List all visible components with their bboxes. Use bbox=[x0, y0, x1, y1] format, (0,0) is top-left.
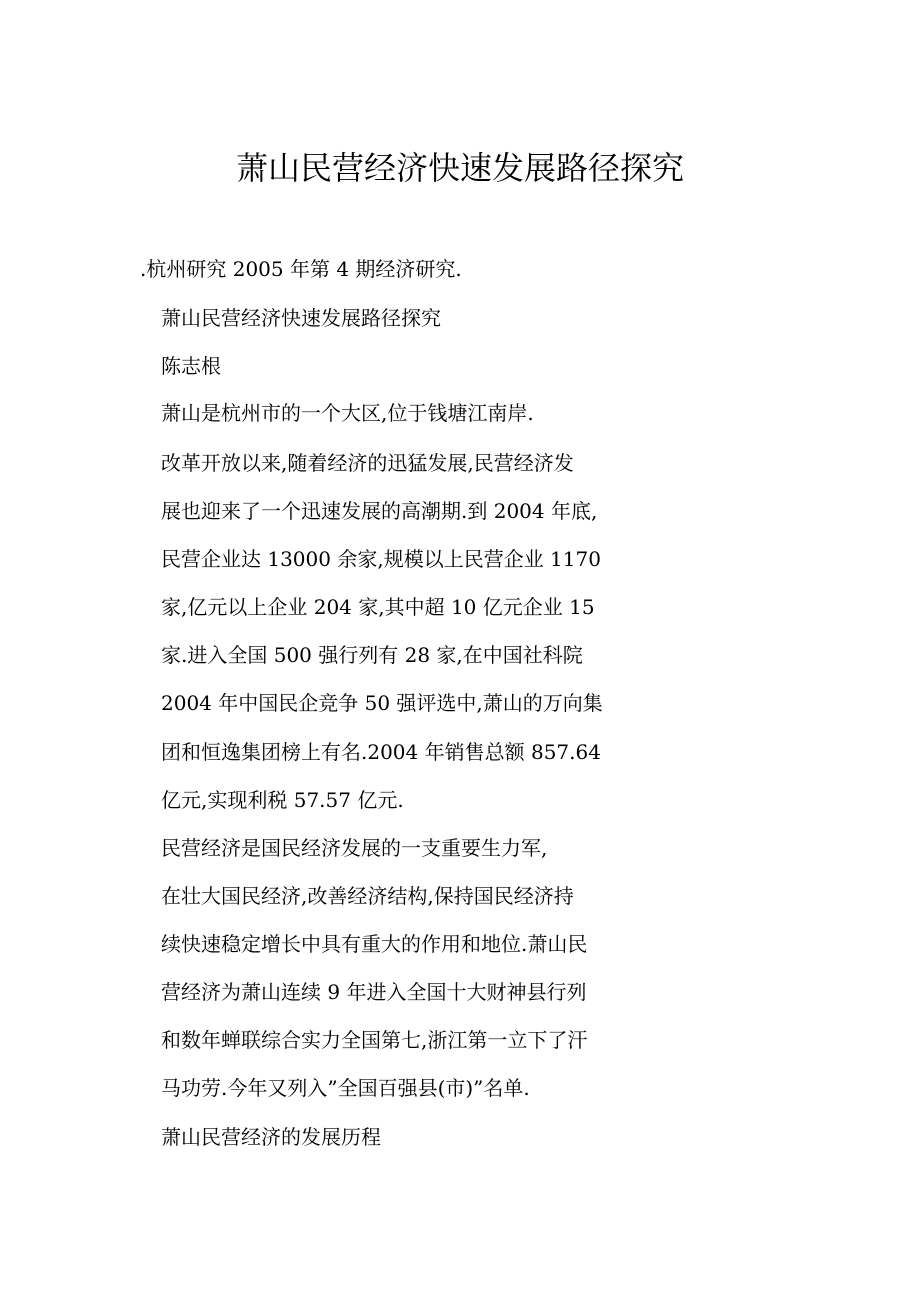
body-line: 展也迎来了一个迅速发展的高潮期.到 2004 年底, bbox=[161, 499, 598, 523]
body-line: 亿元,实现利税 57.57 亿元. bbox=[161, 788, 404, 812]
article-title-line: 萧山民营经济快速发展路径探究 bbox=[161, 306, 441, 330]
body-line: 营经济为萧山连续 9 年进入全国十大财神县行列 bbox=[161, 980, 587, 1004]
document-title: 萧山民营经济快速发展路径探究 bbox=[235, 149, 684, 187]
body-line: 民营经济是国民经济发展的一支重要生力军, bbox=[161, 836, 548, 860]
body-line: 续快速稳定增长中具有重大的作用和地位.萧山民 bbox=[161, 932, 588, 956]
body-line: 萧山是杭州市的一个大区,位于钱塘江南岸. bbox=[161, 401, 534, 425]
body-line: 民营企业达 13000 余家,规模以上民营企业 1170 bbox=[161, 547, 601, 571]
body-line: 改革开放以来,随着经济的迅猛发展,民营经济发 bbox=[161, 451, 574, 475]
author-line: 陈志根 bbox=[161, 354, 221, 378]
body-line: 和数年蝉联综合实力全国第七,浙江第一立下了汗 bbox=[161, 1028, 588, 1052]
body-line: 家.进入全国 500 强行列有 28 家,在中国社科院 bbox=[161, 643, 583, 667]
body-line: 团和恒逸集团榜上有名.2004 年销售总额 857.64 bbox=[161, 740, 601, 764]
body-line: 在壮大国民经济,改善经济结构,保持国民经济持 bbox=[161, 884, 574, 908]
body-line: 家,亿元以上企业 204 家,其中超 10 亿元企业 15 bbox=[161, 595, 595, 619]
source-line: .杭州研究 2005 年第 4 期经济研究. bbox=[140, 257, 462, 281]
section-heading: 萧山民营经济的发展历程 bbox=[161, 1125, 381, 1149]
body-line: 马功劳.今年又列入”全国百强县(市)”名单. bbox=[161, 1076, 530, 1100]
body-line: 2004 年中国民企竞争 50 强评选中,萧山的万向集 bbox=[161, 691, 603, 715]
